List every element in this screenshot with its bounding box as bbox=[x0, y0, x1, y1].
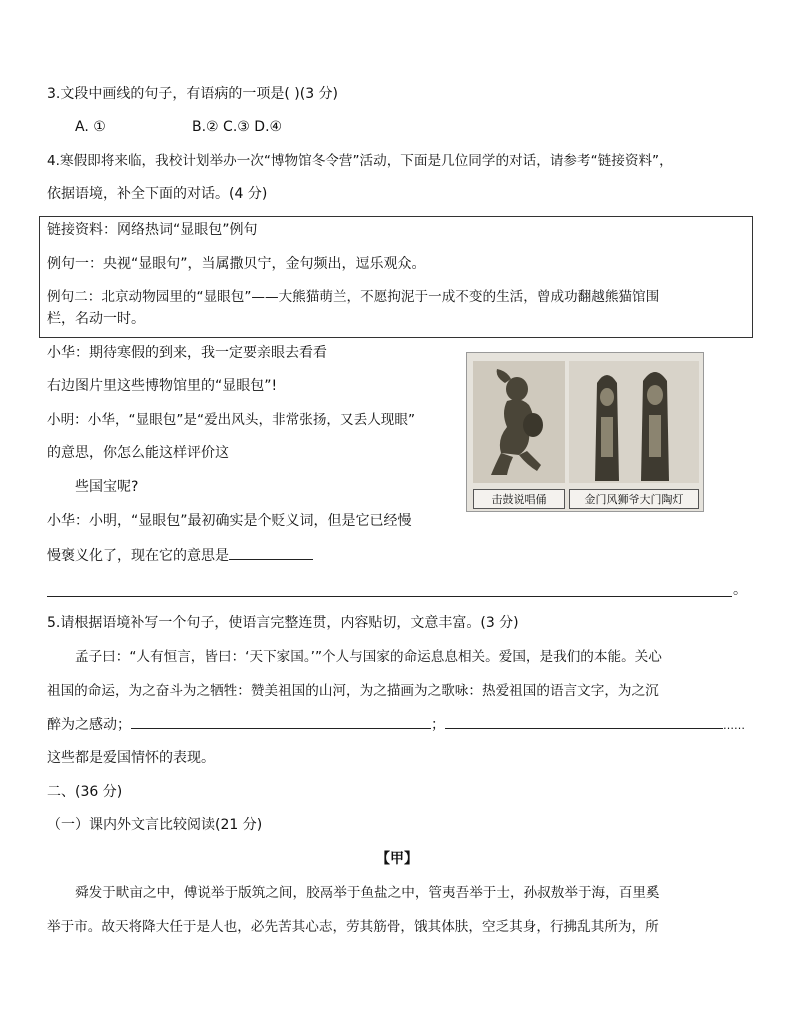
passage-jia-line2: 举于市。故天将降大任于是人也，必先苦其心志，劳其筋骨，饿其体肤，空乏其身，行拂乱其所为，所 bbox=[47, 919, 659, 935]
section2-heading: 二、(36 分) bbox=[47, 784, 123, 800]
dialogue-line bbox=[47, 545, 313, 566]
link-material-title: 链接资料：网络热词“显眼包”例句 bbox=[47, 222, 258, 238]
dialogue-line: 些国宝呢? bbox=[75, 479, 139, 495]
q5-paragraph-line3-text: 醉为之感动； bbox=[47, 717, 131, 733]
answer-line-period: 。 bbox=[733, 582, 747, 598]
q4-question-line2: 依据语境，补全下面的对话。(4 分) bbox=[47, 186, 268, 202]
dialogue-line: 小华：期待寒假的到来，我一定要亲眼去看看 bbox=[47, 345, 327, 361]
q3-question: 3.文段中画线的句子，有语病的一项是( )(3 分) bbox=[47, 86, 339, 102]
link-material-example1: 例句一：央视“显眼句”，当属撒贝宁，金句频出，逗乐观众。 bbox=[47, 256, 426, 272]
link-material-example2-line2: 栏，名动一时。 bbox=[47, 311, 145, 327]
dialogue-line: 的意思，你怎么能这样评价这 bbox=[47, 445, 229, 461]
dialogue-line: 右边图片里这些博物馆里的“显眼包”! bbox=[47, 378, 278, 394]
dialogue-line-text: 慢褒义化了，现在它的意思是 bbox=[47, 548, 229, 564]
answer-blank-2[interactable] bbox=[445, 714, 723, 729]
q3-option-a: A. ① bbox=[75, 119, 106, 135]
passage-jia-line1: 舜发于畎亩之中，傅说举于版筑之间，胶鬲举于鱼盐之中，管夷吾举于士，孙叔敖举于海，百里奚 bbox=[75, 885, 660, 901]
museum-artifacts-photo bbox=[466, 352, 704, 512]
answer-blank-short[interactable] bbox=[229, 545, 313, 560]
passage-jia-title: 【甲】 bbox=[376, 851, 418, 867]
dialogue-line: 小明：小华，“显眼包”是“爱出风头，非常张扬，又丢人现眼” bbox=[47, 412, 416, 428]
q5-question: 5.请根据语境补写一个句子，使语言完整连贯，内容贴切，文意丰富。(3 分) bbox=[47, 615, 519, 631]
q3-options-bcd: B.② C.③ D.④ bbox=[192, 119, 283, 135]
caption-drum-storyteller: 击鼓说唱俑 bbox=[473, 489, 565, 509]
caption-wind-lion-lamp: 金门风狮爷大门陶灯 bbox=[569, 489, 699, 509]
answer-blank-1[interactable] bbox=[131, 714, 431, 729]
link-material-example2-line1: 例句二：北京动物园里的“显眼包”——大熊猫萌兰，不愿拘泥于一成不变的生活，曾成功翻越熊猫馆围 bbox=[47, 289, 660, 305]
q5-ellipsis: …… bbox=[723, 719, 745, 732]
q5-paragraph-line4: 这些都是爱国情怀的表现。 bbox=[47, 750, 215, 766]
section2-subheading: （一）课内外文言比较阅读(21 分) bbox=[47, 817, 263, 833]
q5-paragraph-line3 bbox=[47, 714, 745, 736]
answer-blank-full-line[interactable] bbox=[47, 596, 732, 597]
q5-paragraph-line1: 孟子曰：“人有恒言，皆曰：‘天下家国。’”个人与国家的命运息息相关。爱国，是我们的本能。关心 bbox=[75, 649, 662, 665]
q5-semicolon: ； bbox=[431, 717, 445, 733]
dialogue-line: 小华：小明，“显眼包”最初确实是个贬义词，但是它已经慢 bbox=[47, 513, 412, 529]
q5-paragraph-line2: 祖国的命运，为之奋斗为之牺牲：赞美祖国的山河，为之描画为之歌咏：热爱祖国的语言文字，为之沉 bbox=[47, 683, 659, 699]
q4-question-line1: 4.寒假即将来临，我校计划举办一次“博物馆冬令营”活动，下面是几位同学的对话，请参考“链接资料”， bbox=[47, 153, 673, 169]
